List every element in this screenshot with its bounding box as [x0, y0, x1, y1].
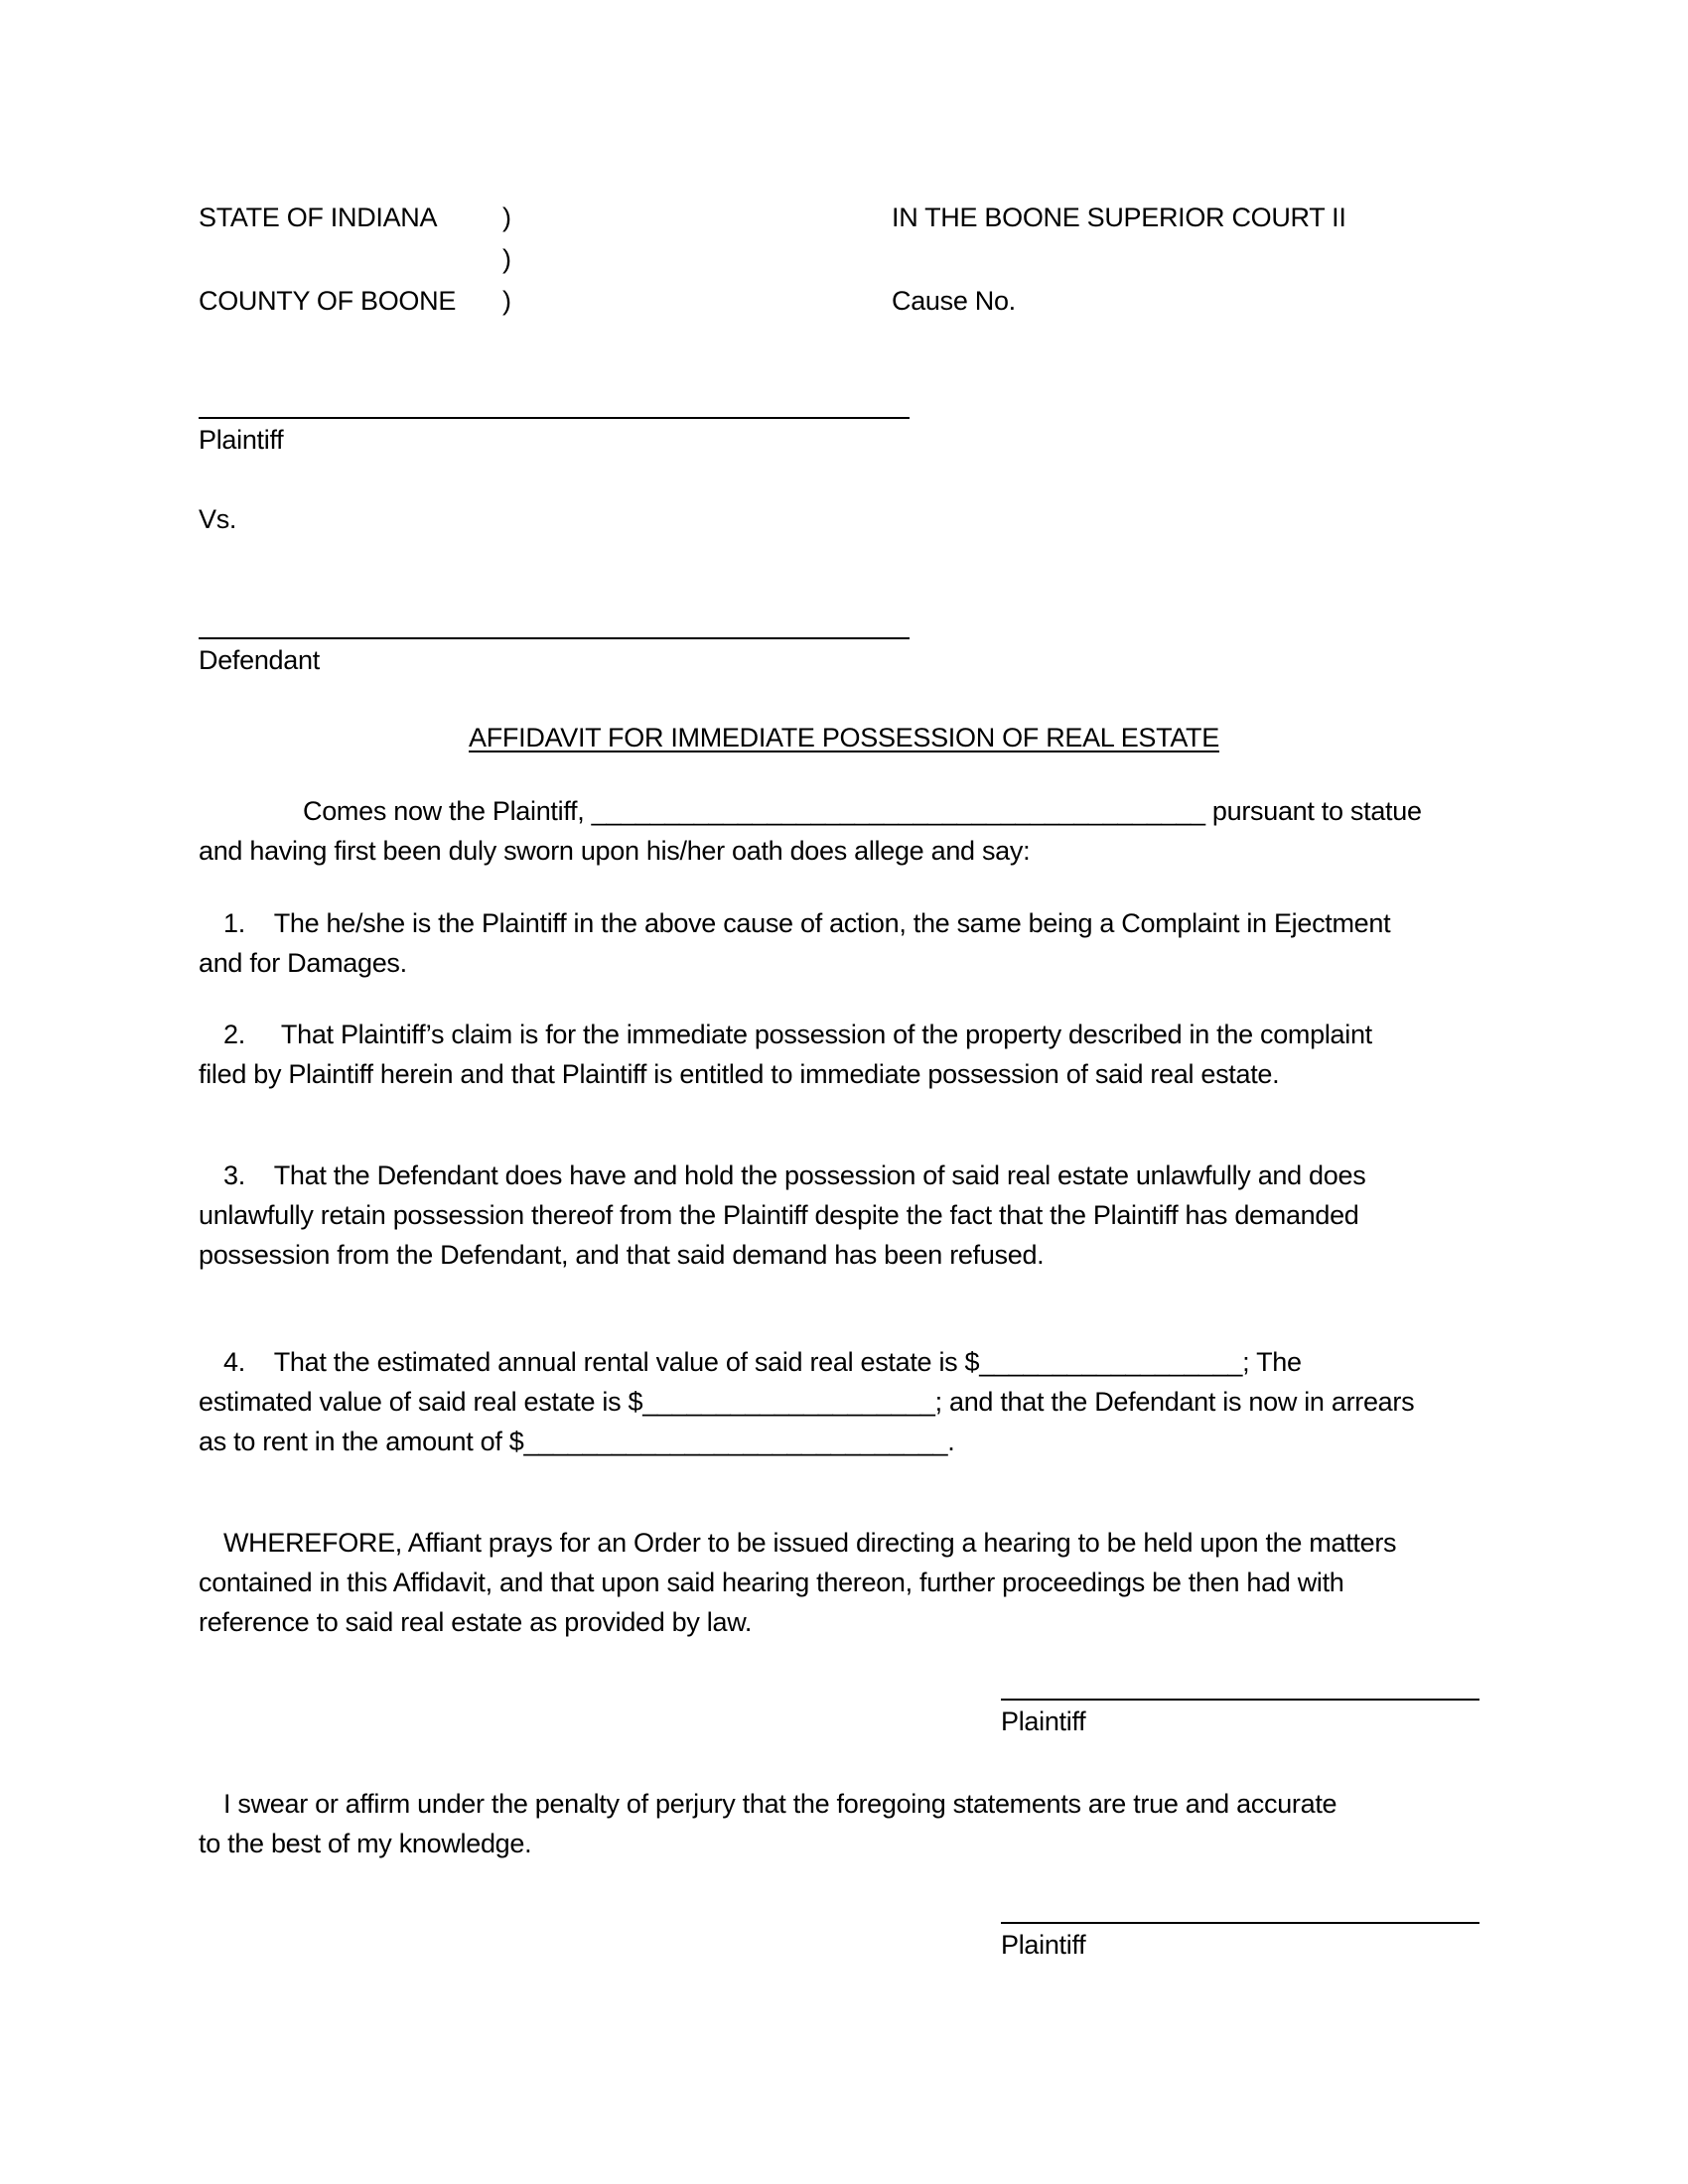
allegation-1: 1. The he/she is the Plaintiff in the above cause of action, the same being a Complaint in Ejectment and for Damages.: [199, 908, 1391, 978]
allegation-4: 4. That the estimated annual rental value of said real estate is $__________________; The estimated value of said real estate is $____________________; and that the Defendant is now in arrears as to rent in the amount of $_____________________________.: [199, 1347, 1415, 1456]
header-spacer-left: [199, 238, 502, 280]
court-name: IN THE BOONE SUPERIOR COURT II: [892, 203, 1346, 232]
plaintiff-signature-label-1: Plaintiff: [1001, 1706, 1086, 1736]
wherefore-paragraph: WHEREFORE, Affiant prays for an Order to be issued directing a hearing to be held upon the matters contained in this Affidavit, and that upon said hearing thereon, further proceedings be then had with reference to said real estate as provided by law.: [199, 1528, 1397, 1637]
caption-paren-top: ): [502, 203, 511, 232]
state-label: STATE OF INDIANA: [199, 203, 438, 232]
defendant-label: Defendant: [199, 645, 320, 675]
court-header: [199, 197, 1489, 322]
plaintiff-label: Plaintiff: [199, 425, 284, 455]
caption-paren-middle: ): [502, 244, 511, 274]
caption-paren-bottom: ): [502, 286, 511, 316]
vs-label: Vs.: [199, 504, 237, 534]
county-label: COUNTY OF BOONE: [199, 286, 457, 316]
plaintiff-signature-label-2: Plaintiff: [1001, 1930, 1086, 1960]
signature-block-2: [199, 1922, 1489, 1966]
header-spacer-right: [892, 238, 1489, 280]
signature-block-1: [199, 1699, 1489, 1742]
oath-paragraph: I swear or affirm under the penalty of perjury that the foregoing statements are true and accurate to the best of my knowledge.: [199, 1789, 1337, 1858]
document-title: AFFIDAVIT FOR IMMEDIATE POSSESSION OF REAL ESTATE: [469, 723, 1219, 752]
opening-paragraph: Comes now the Plaintiff, __________________________________________ pursuant to statue and having first been duly sworn upon his/her oath does allege and say:: [199, 796, 1422, 866]
cause-no-label: Cause No.: [892, 286, 1016, 316]
allegation-3: 3. That the Defendant does have and hold the possession of said real estate unlawfully and does unlawfully retain possession thereof from the Plaintiff despite the fact that the Plaintiff has demanded possession from the Defendant, and that said demand has been refused.: [199, 1160, 1366, 1270]
allegation-2: 2. That Plaintiff’s claim is for the immediate possession of the property described in the complaint filed by Plaintiff herein and that Plaintiff is entitled to immediate possession of said real estate.: [199, 1020, 1372, 1089]
